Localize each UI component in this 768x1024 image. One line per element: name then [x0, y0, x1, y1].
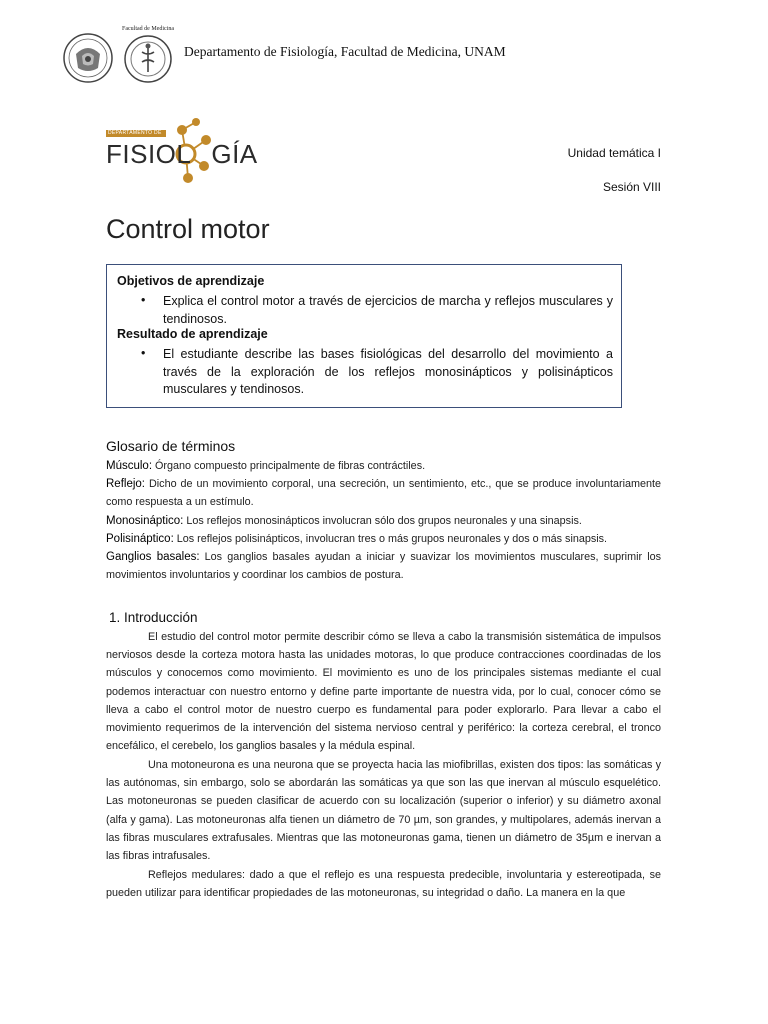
glossary-definition: Órgano compuesto principalmente de fibras contráctiles. [152, 460, 426, 472]
glossary-definition: Los reflejos polisinápticos, involucran tres o más grupos neuronales y dos o más sinapsis. [173, 533, 608, 545]
objectives-box [106, 264, 622, 408]
glossary-title: Glosario de términos [106, 438, 236, 454]
intro-paragraph: Una motoneurona es una neurona que se proyecta hacia las miofibrillas, existen dos tipos: las somáticas y las autónomas, sin embargo, solo se abordarán las somáticas ya que son las que inervan al músculo esquelético. Las motoneuronas se pueden clasificar de acuerdo con su localización (superior o inferior) y su diámetro axonal (alfa y gama). Las motoneuronas alfa tienen un diámetro de 70 µm, son grandes, y multipolares, además inervan a las fibras musculares extrafusales. Mientras que las motoneuronas gama, tienen un diámetro de 35µm e inervan a las fibras intrafusales. [106, 759, 661, 863]
glossary-term: Reflejo: [106, 478, 145, 490]
glossary-entry [106, 548, 661, 584]
unam-seal-icon [62, 32, 114, 84]
section-title-introduccion: 1. Introducción [109, 610, 198, 625]
objective-item: Explica el control motor a través de ejercicios de marcha y reflejos musculares y tendinosos. [163, 294, 613, 326]
bullet-icon: • [141, 346, 146, 360]
glossary-entry [106, 512, 661, 530]
glossary-definition: Los ganglios basales ayudan a iniciar y suavizar los movimientos musculares, suprimir los movimientos involuntarios y coordinar los cambios de postura. [106, 551, 661, 582]
objectives-heading: Objetivos de aprendizaje [117, 274, 265, 288]
glossary-entry [106, 530, 661, 548]
department-title: Departamento de Fisiología, Facultad de Medicina, UNAM [184, 44, 506, 59]
glossary-term: Ganglios basales: [106, 551, 200, 563]
glossary-term: Músculo: [106, 460, 153, 472]
glossary-entry [106, 475, 661, 511]
result-item: El estudiante describe las bases fisiológicas del desarrollo del movimiento a través de la exploración de los reflejos monosinápticos y polisinápticos musculares y tendinosos. [163, 347, 613, 396]
logo-band-text: DEPARTAMENTO DE [108, 130, 162, 136]
sesion-label: Sesión VIII [602, 180, 661, 194]
result-heading: Resultado de aprendizaje [117, 327, 268, 341]
glossary-term: Polisináptico: [106, 533, 174, 545]
logo-word-right: GÍA [211, 139, 258, 169]
glossary-definition: Los reflejos monosinápticos involucran sólo dos grupos neuronales y una sinapsis. [183, 515, 582, 527]
unidad-tematica: Unidad temática I [567, 146, 661, 160]
glossary-definition: Dicho de un movimiento corporal, una secreción, un sentimiento, etc., que se produce involuntariamente como respuesta a un estímulo. [106, 478, 661, 509]
document-title: Control motor [106, 214, 270, 244]
intro-paragraph: Reflejos medulares: dado a que el reflejo es una respuesta predecible, involuntaria y estereotipada, se pueden utilizar para identificar propiedades de las motoneuronas, su integridad o daño. La manera en la que [106, 869, 661, 900]
intro-paragraph: El estudio del control motor permite describir cómo se lleva a cabo la transmisión sistemática de impulsos nerviosos desde la corteza motora hasta las unidades motoras, lo que produce contracciones coordinadas de los músculos y conocemos como movimiento. El movimiento es uno de los principales sistemas mediante el cual podemos interactuar con nuestro entorno y define parte importante de nuestra vida, por lo cual, conocer cómo se lleva a cabo el control motor de nuestro cuerpo es fundamental para poder explorarlo. Para llevar a cabo el movimiento requerimos de la intervención del sistema nervioso central y periférico: la corteza cerebral, el tronco encefálico, el cerebelo, los ganglios basales y la médula espinal. [106, 631, 661, 753]
glossary-term: Monosináptico: [106, 515, 184, 527]
page-header [62, 28, 722, 88]
facultad-medicina-seal-icon [122, 26, 174, 84]
logo-word [106, 139, 258, 169]
seal-caption: Facultad de Medicina [122, 26, 174, 32]
glossary-entry [106, 457, 661, 475]
bullet-icon: • [141, 293, 146, 307]
fisiologia-logo [106, 116, 258, 186]
logo-word-left: FISIOL [106, 139, 192, 169]
